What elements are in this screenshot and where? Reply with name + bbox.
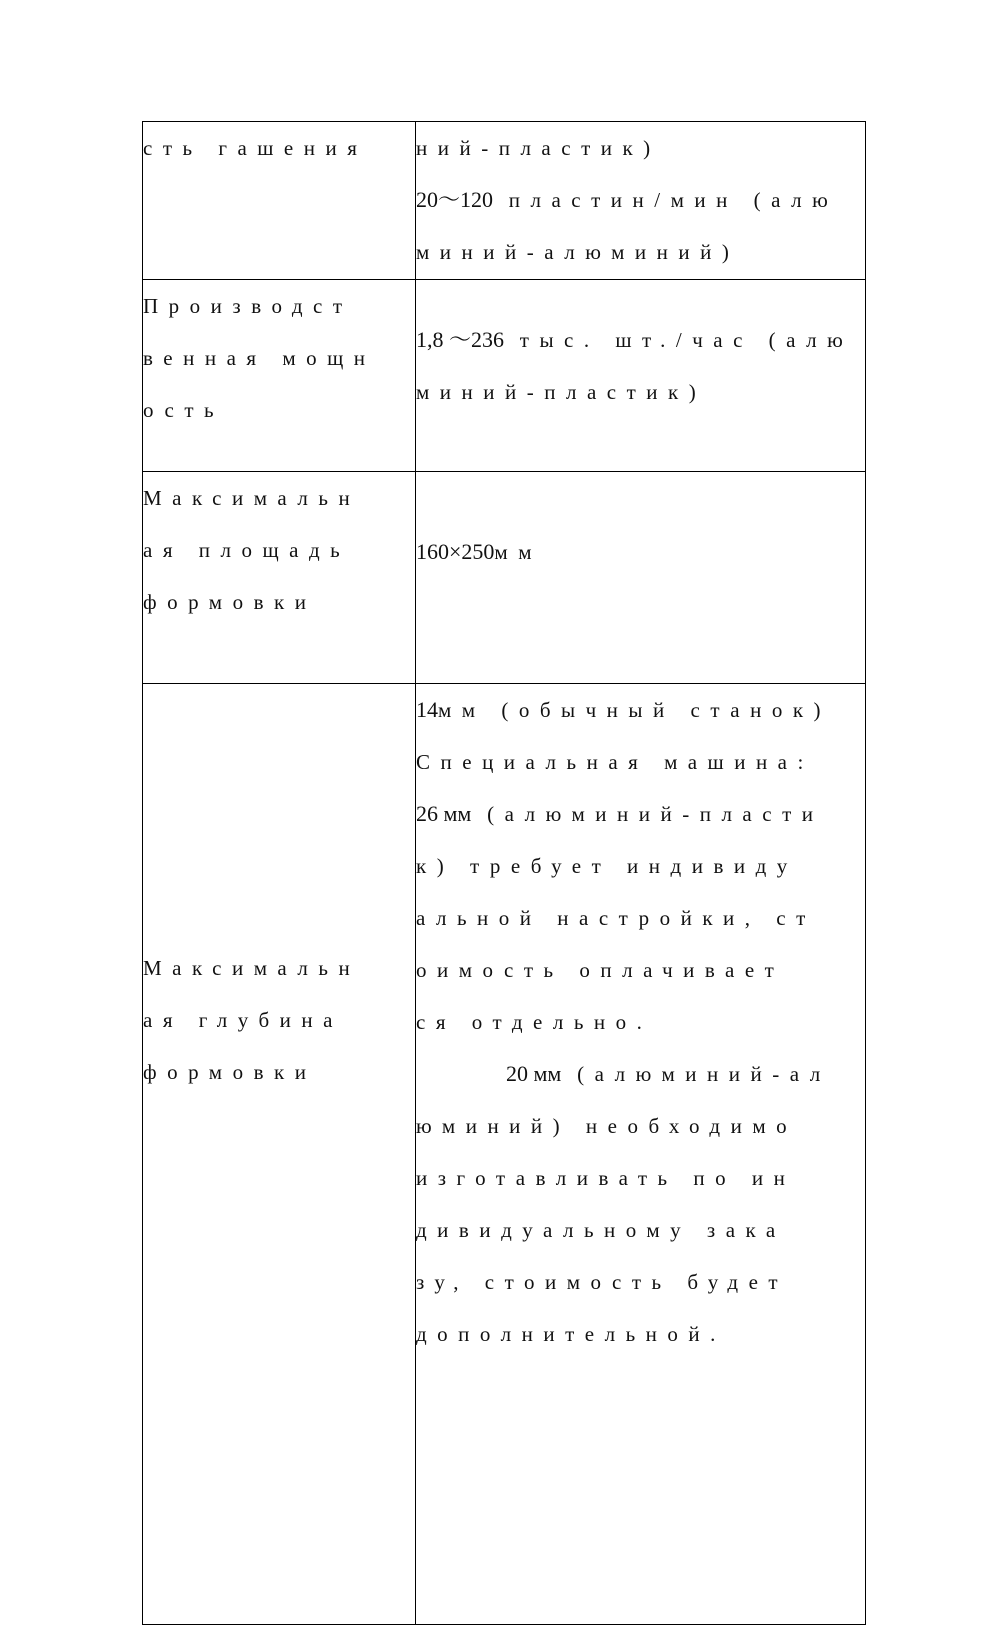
param-value-cell <box>416 122 866 280</box>
param-label-line: Максимальн <box>143 486 361 510</box>
table-row <box>143 472 866 684</box>
param-label-line: Производст <box>143 294 353 318</box>
param-value-line: миний-алюминий) <box>416 240 740 264</box>
param-label-line: формовки <box>143 590 317 614</box>
param-label-line: сть гашения <box>143 136 368 160</box>
param-value-line: 1,8 ～236 тыс. шт./час (алю <box>416 327 854 352</box>
param-value-line: 20～120 пластин/мин (алю <box>416 187 839 212</box>
param-value-line: оимость оплачивает <box>416 958 785 982</box>
param-value-line: 160×250мм <box>416 539 542 564</box>
param-value-line: альной настройки, ст <box>416 906 816 930</box>
param-value-line: 26 мм (алюминий-пласти <box>416 801 824 826</box>
param-value-line: зу, стоимость будет <box>416 1270 789 1294</box>
param-label-cell <box>143 122 416 280</box>
param-label-line: венная мощн <box>143 346 376 370</box>
param-value-line: к) требует индивиду <box>416 854 798 878</box>
param-label-cell <box>143 472 416 684</box>
param-value-line: изготавливать по ин <box>416 1166 796 1190</box>
spec-table <box>142 121 866 1625</box>
param-label-line: Максимальн <box>143 956 361 980</box>
table-row <box>143 280 866 472</box>
param-value-line: миний-пластик) <box>416 380 707 404</box>
param-label-cell <box>143 280 416 472</box>
param-value-line: дополнительной. <box>416 1322 726 1346</box>
param-value-line: ся отдельно. <box>416 1010 653 1034</box>
param-value-cell <box>416 280 866 472</box>
param-label-line: ая глубина <box>143 1008 343 1032</box>
param-value-line: дивидуальному зака <box>416 1218 786 1242</box>
param-label-line: формовки <box>143 1060 317 1084</box>
table-row <box>143 122 866 280</box>
param-label-line: ость <box>143 398 225 422</box>
param-value-line: 14мм (обычный станок) <box>416 697 832 722</box>
param-value-line: 20 мм (алюминий-ал <box>506 1061 831 1086</box>
param-value-line: юминий) необходимо <box>416 1114 798 1138</box>
table-row <box>143 684 866 1625</box>
param-value-cell <box>416 472 866 684</box>
param-value-line: ний-пластик) <box>416 136 661 160</box>
param-label-line: ая площадь <box>143 538 351 562</box>
param-label-cell <box>143 684 416 1625</box>
param-value-cell <box>416 684 866 1625</box>
param-value-line: Специальная машина: <box>416 750 814 774</box>
